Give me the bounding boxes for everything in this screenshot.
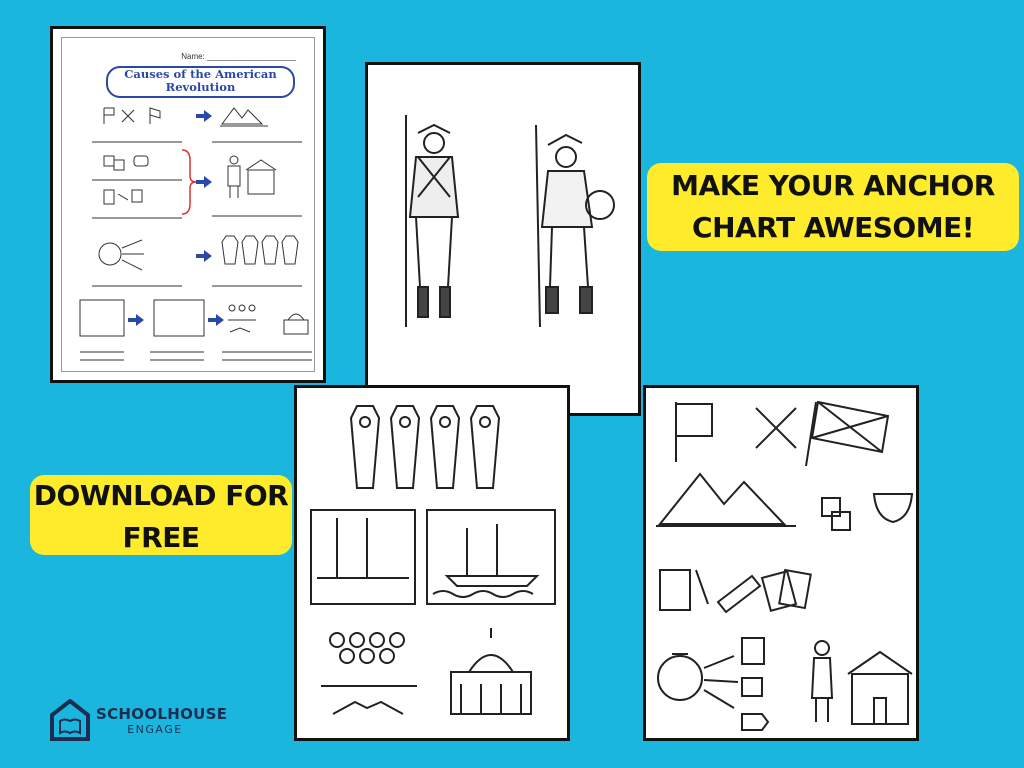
- money-bag-icon: [658, 654, 738, 708]
- crossed-swords-icon: [756, 408, 796, 448]
- coffins-icon: [222, 236, 298, 264]
- boston-massacre-image: [80, 300, 124, 336]
- paint-bucket-icon: [742, 678, 762, 696]
- sugar-cubes-icon: [822, 498, 850, 530]
- soldiers-coloring-page: [365, 62, 641, 416]
- soldier-building-icon: [228, 156, 276, 198]
- coffin-icons: [351, 406, 499, 488]
- download-banner[interactable]: [30, 475, 292, 555]
- money-bag-icon: [99, 240, 144, 270]
- mountains-forest-icon: [656, 474, 796, 526]
- schoolhouse-logo-icon: [50, 699, 90, 741]
- tag-icon: [742, 714, 768, 730]
- coffins-scenes-sheet: [294, 385, 570, 741]
- worksheet-title-line1: Causes of the American: [124, 67, 277, 81]
- playing-cards-icon: [762, 570, 811, 611]
- ship-image: [154, 300, 204, 336]
- harbor-scene-image: [311, 510, 415, 604]
- download-banner-line1: DOWNLOAD FOR: [33, 479, 289, 512]
- logo-sub: ENGAGE: [127, 723, 183, 736]
- flag-icon: [676, 402, 712, 462]
- diploma-icon: [718, 576, 760, 612]
- british-flag-icon: [806, 402, 888, 466]
- capitol-building-icon: [451, 628, 531, 714]
- anchor-banner-line2: CHART AWESOME!: [692, 211, 974, 244]
- tea-bowl-icon: [874, 494, 912, 522]
- soldier-icon: [812, 641, 832, 722]
- symbols-sheet: [643, 385, 919, 741]
- house-building-icon: [848, 652, 912, 724]
- crowd-handshake-icon: [321, 633, 417, 714]
- name-field-label: Name: ____________________: [181, 52, 296, 61]
- boxes-icon: [104, 156, 148, 170]
- logo-name: SCHOOLHOUSE: [96, 705, 228, 723]
- ship-scene-image: [427, 510, 555, 604]
- anchor-chart-banner: [647, 163, 1019, 251]
- flags-icon: [104, 108, 160, 124]
- sheet3-illustrations: [646, 388, 916, 738]
- worksheet-preview: [50, 26, 326, 383]
- download-banner-line2: FREE: [122, 521, 200, 554]
- sheet2-illustrations: [297, 388, 567, 738]
- logo-wordmark: [96, 707, 227, 737]
- mountains-icon: [220, 108, 268, 126]
- soldiers-illustration: [368, 65, 638, 413]
- worksheet-diagram: [62, 38, 320, 377]
- people-handshake-icon: [228, 305, 256, 332]
- worksheet-title-line2: Revolution: [165, 80, 236, 94]
- documents-icon: [104, 190, 142, 204]
- anchor-banner-line1: MAKE YOUR ANCHOR: [671, 169, 995, 202]
- scroll-quill-icon: [660, 570, 708, 610]
- worksheet-border: [61, 37, 315, 372]
- paper-item-icon: [742, 638, 764, 664]
- capitol-icon: [284, 314, 308, 334]
- schoolhouse-engage-logo: [50, 699, 240, 743]
